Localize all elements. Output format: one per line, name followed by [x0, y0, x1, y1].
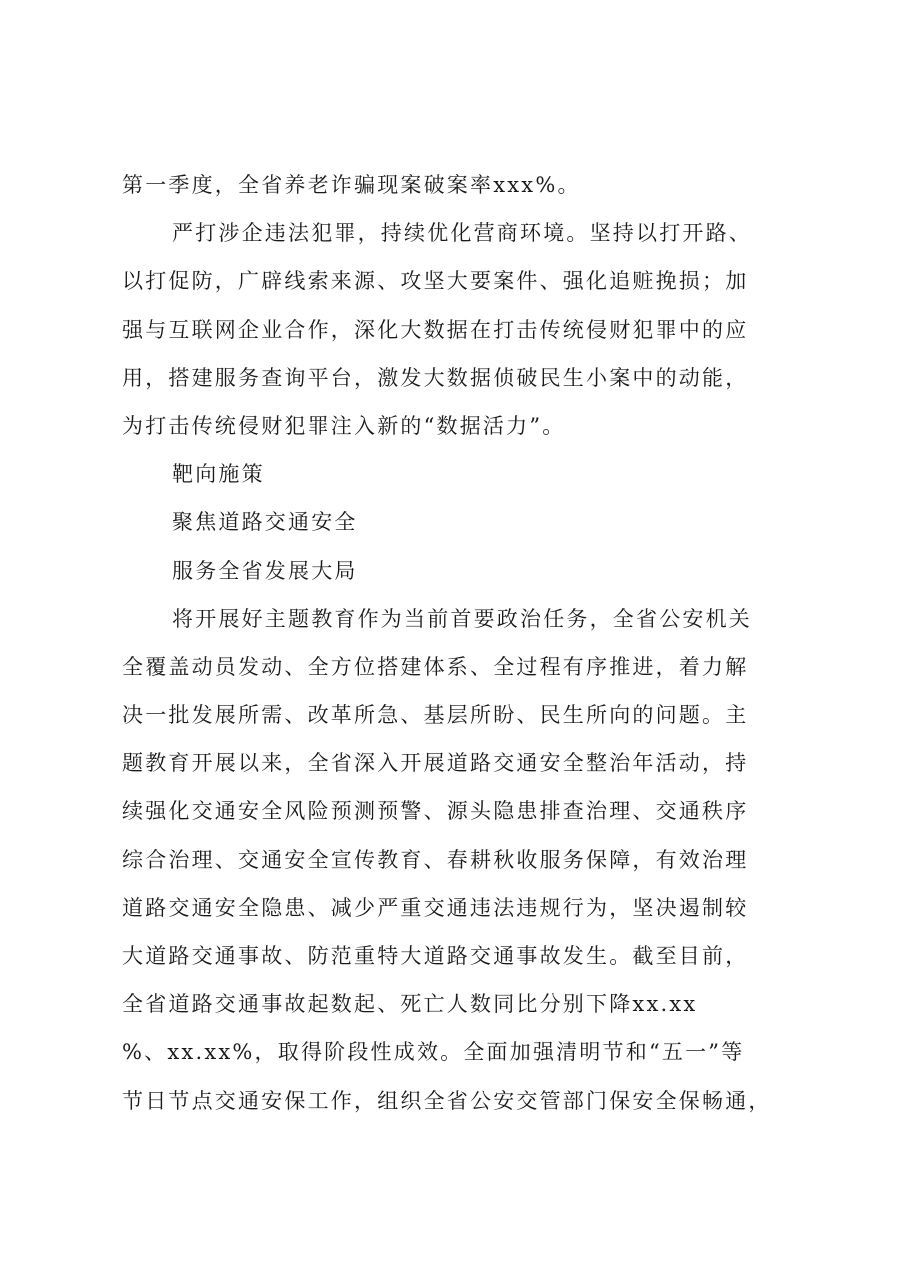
- text-line-10: 将开展好主题教育作为当前首要政治任务，全省公安机关: [172, 606, 752, 631]
- document-body: [122, 161, 802, 1125]
- text-line-17: 大道路交通事故、防范重特大道路交通事故发生。截至目前，: [122, 944, 749, 968]
- text-line-18: 全省道路交通事故起数起、死亡人数同比分别下降xx.xx: [122, 992, 698, 1017]
- text-line-2: 严打涉企违法犯罪，持续优化营商环境。坚持以打开路、: [172, 221, 752, 246]
- text-line-6: 为打击传统侵财犯罪注入新的“数据活力”。: [122, 413, 566, 438]
- text-line-16: 道路交通安全隐患、减少严重交通违法违规行为，坚决遏制较: [122, 895, 749, 920]
- text-line-14: 续强化交通安全风险预测预警、源头隐患排查治理、交通秩序: [122, 799, 749, 824]
- section-heading-2: 聚焦道路交通安全: [172, 510, 358, 535]
- text-line-15: 综合治理、交通安全宣传教育、春耕秋收服务保障，有效治理: [122, 847, 749, 872]
- text-line-20: 节日节点交通安保工作，组织全省公安交管部门保安全保畅通，: [122, 1088, 772, 1113]
- section-heading-3: 服务全省发展大局: [172, 558, 358, 583]
- text-line-19: %、xx.xx%，取得阶段性成效。全面加强清明节和“五一”等: [122, 1040, 745, 1065]
- text-line-1: 第一季度，全省养老诈骗现案破案率xxx%。: [122, 173, 581, 197]
- text-line-13: 题教育开展以来，全省深入开展道路交通安全整治年活动，持: [122, 751, 749, 776]
- text-line-4: 强与互联网企业合作，深化大数据在打击传统侵财犯罪中的应: [122, 317, 749, 342]
- text-line-5: 用，搭建服务查询平台，激发大数据侦破民生小案中的动能，: [122, 365, 749, 390]
- text-line-12: 决一批发展所需、改革所急、基层所盼、民生所向的问题。主: [122, 703, 749, 728]
- section-heading-1: 靶向施策: [172, 462, 265, 487]
- text-line-3: 以打促防，广辟线索来源、攻坚大要案件、强化追赃挽损；加: [122, 269, 749, 294]
- text-line-11: 全覆盖动员发动、全方位搭建体系、全过程有序推进，着力解: [122, 654, 749, 679]
